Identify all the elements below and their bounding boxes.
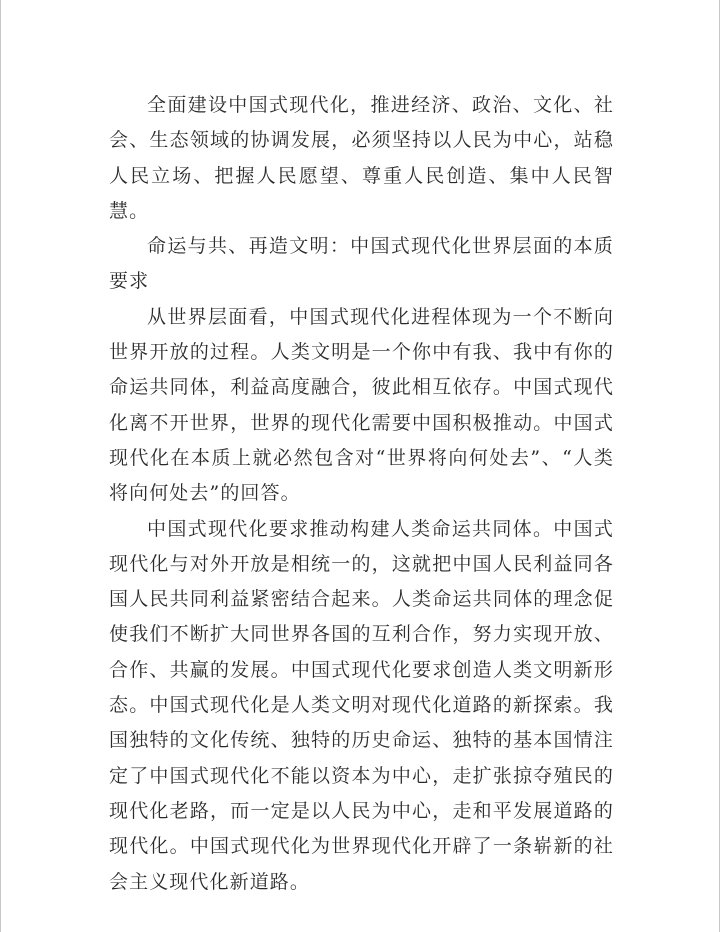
section-heading: 命运与共、再造文明：中国式现代化世界层面的本质要求 — [109, 235, 614, 293]
paragraph: 全面建设中国式现代化，推进经济、政治、文化、社会、生态领域的协调发展，必须坚持以人民为中心，站稳人民立场、把握人民愿望、尊重人民创造、集中人民智慧。 — [109, 94, 614, 222]
paragraph: 从世界层面看，中国式现代化进程体现为一个不断向世界开放的过程。人类文明是一个你中有我、我中有你的命运共同体，利益高度融合，彼此相互依存。中国式现代化离不开世界，世界的现代化需要中国积极推动。中国式现代化在本质上就必然包含对“世界将向何处去”、“人类将向何处去”的回答。 — [109, 305, 614, 505]
paragraph: 中国式现代化要求推动构建人类命运共同体。中国式现代化与对外开放是相统一的，这就把中国人民利益同各国人民共同利益紧密结合起来。人类命运共同体的理念促使我们不断扩大同世界各国的互利合作，努力实现开放、合作、共赢的发展。中国式现代化要求创造人类文明新形态。中国式现代化是人类文明对现代化道路的新探索。我国独特的文化传统、独特的历史命运、独特的基本国情注定了中国式现代化不能以资本为中心，走扩张掠夺殖民的现代化老路，而一定是以人民为中心，走和平发展道路的现代化。中国式现代化为世界现代化开辟了一条崭新的社会主义现代化新道路。 — [109, 517, 614, 893]
document-body — [109, 88, 614, 900]
